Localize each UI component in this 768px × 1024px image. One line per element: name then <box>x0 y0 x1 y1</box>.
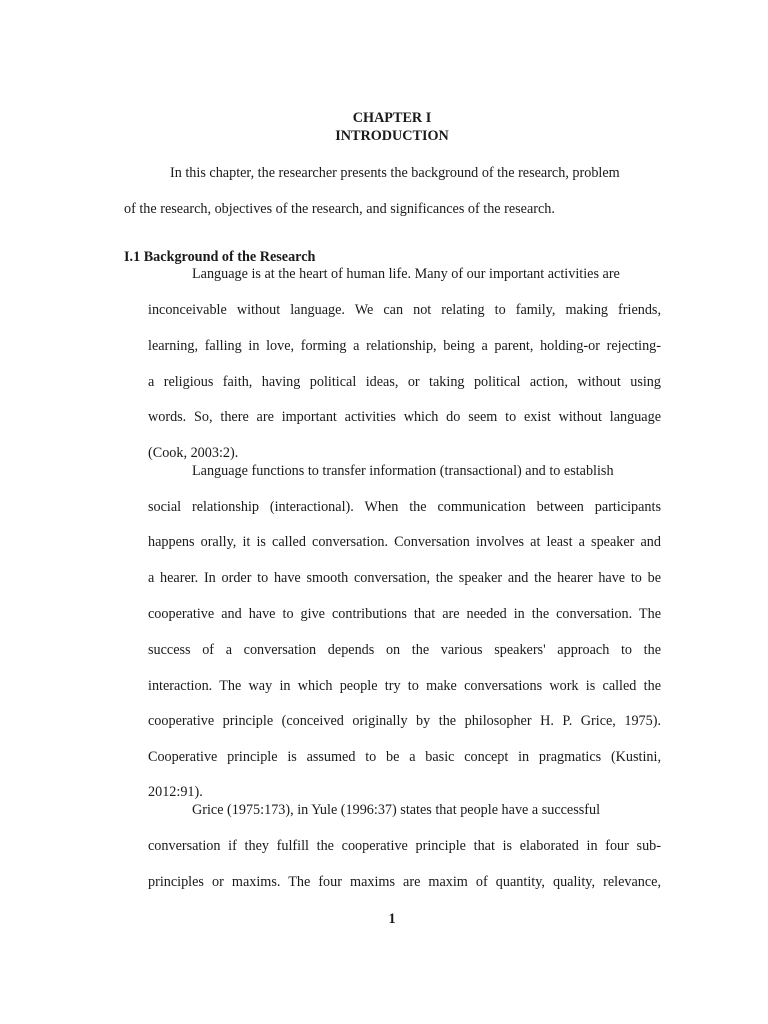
paragraph-2-line-1: Language functions to transfer information (transactional) and to establish <box>192 463 614 479</box>
paragraph-2-line-6: success of a conversation depends on the various speakers' approach to the <box>148 642 661 658</box>
paragraph-2-line-7: interaction. The way in which people try to make conversations work is called the <box>148 678 661 694</box>
paragraph-2-line-8: cooperative principle (conceived originally by the philosopher H. P. Grice, 1975). <box>148 713 661 729</box>
section-heading: I.1 Background of the Research <box>124 249 316 265</box>
intro-line-2: of the research, objectives of the research, and significances of the research. <box>124 201 555 217</box>
paragraph-2-line-2: social relationship (interactional). When the communication between participants <box>148 499 661 515</box>
paragraph-1-line-5: words. So, there are important activities which do seem to exist without language <box>148 409 661 425</box>
intro-line-1: In this chapter, the researcher presents the background of the research, problem <box>170 165 620 181</box>
paragraph-1-line-2: inconceivable without language. We can not relating to family, making friends, <box>148 302 661 318</box>
chapter-label: CHAPTER I <box>352 110 432 126</box>
paragraph-1-line-1: Language is at the heart of human life. Many of our important activities are <box>192 266 620 282</box>
paragraph-3-line-3: principles or maxims. The four maxims are maxim of quantity, quality, relevance, <box>148 874 661 890</box>
page-number: 1 <box>388 911 396 927</box>
paragraph-2-line-10: 2012:91). <box>148 784 203 800</box>
chapter-title: INTRODUCTION <box>335 128 449 144</box>
paragraph-1-line-4: a religious faith, having political ideas, or taking political action, without using <box>148 374 661 390</box>
paragraph-2-line-3: happens orally, it is called conversation. Conversation involves at least a speaker and <box>148 534 661 550</box>
paragraph-3-line-2: conversation if they fulfill the cooperative principle that is elaborated in four sub- <box>148 838 661 854</box>
paragraph-2-line-9: Cooperative principle is assumed to be a basic concept in pragmatics (Kustini, <box>148 749 661 765</box>
paragraph-3-line-1: Grice (1975:173), in Yule (1996:37) states that people have a successful <box>192 802 601 818</box>
paragraph-1-line-3: learning, falling in love, forming a relationship, being a parent, holding-or rejecting- <box>148 338 661 354</box>
paragraph-2-line-4: a hearer. In order to have smooth conversation, the speaker and the hearer have to be <box>148 570 661 586</box>
paragraph-2-line-5: cooperative and have to give contributions that are needed in the conversation. The <box>148 606 661 622</box>
paragraph-1-line-6: (Cook, 2003:2). <box>148 445 239 461</box>
